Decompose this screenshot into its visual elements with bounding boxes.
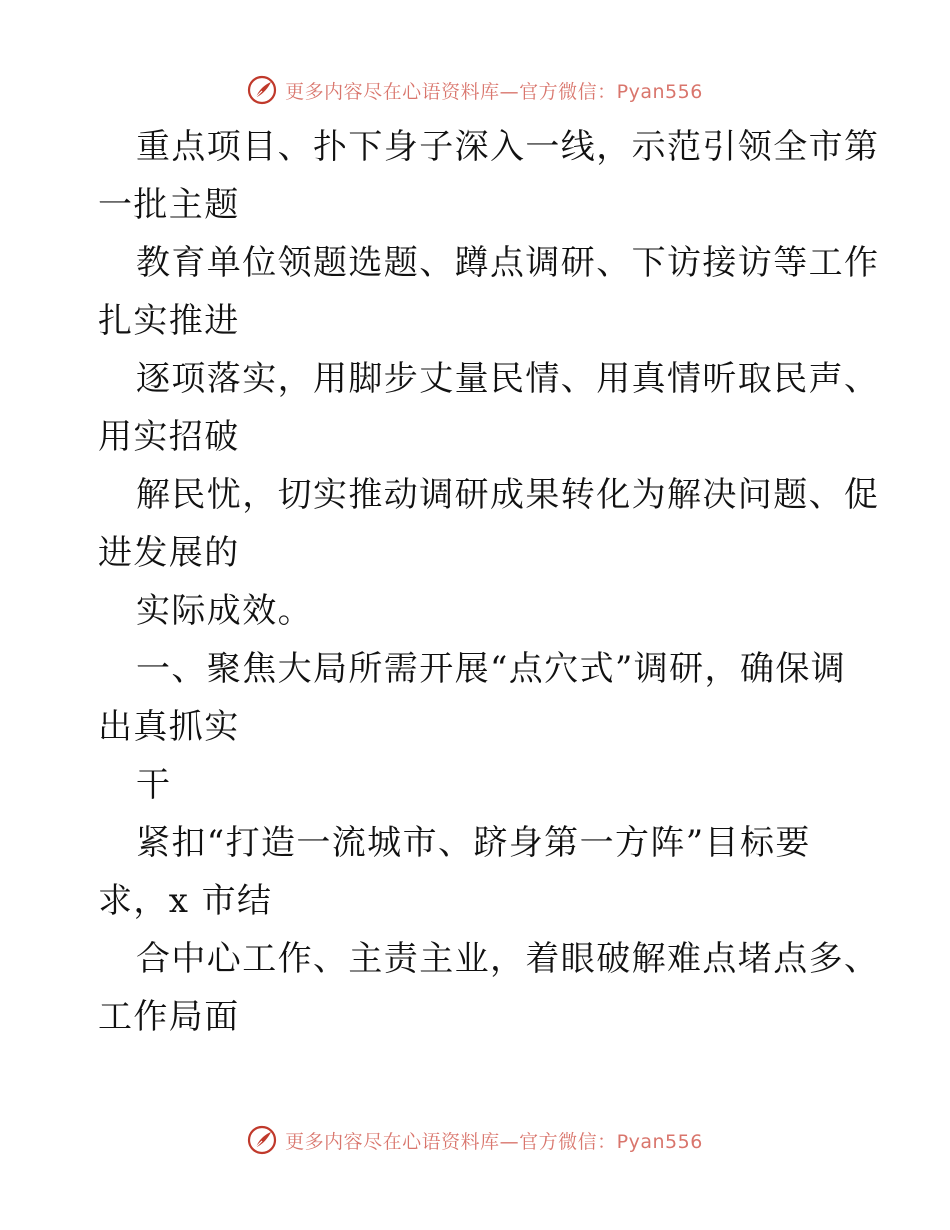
text-line: 工作局面 bbox=[98, 997, 240, 1037]
footer-watermark bbox=[0, 1120, 950, 1160]
text-line: 紧扣“打造一流城市、跻身第一方阵”目标要 bbox=[136, 823, 811, 863]
text-line: 教育单位领题选题、蹲点调研、下访接访等工作 bbox=[136, 243, 880, 283]
text-line: 一批主题 bbox=[98, 185, 240, 225]
text-line: 实际成效。 bbox=[136, 591, 313, 631]
text-line: 逐项落实，用脚步丈量民情、用真情听取民声、 bbox=[136, 359, 880, 399]
text-line: 重点项目、扑下身子深入一线，示范引领全市第 bbox=[136, 127, 880, 167]
text-line: 出真抓实 bbox=[98, 707, 240, 747]
feather-pen-circle-icon bbox=[247, 75, 277, 105]
header-watermark bbox=[0, 70, 950, 110]
text-line: 求，x 市结 bbox=[98, 881, 273, 921]
text-line: 扎实推进 bbox=[98, 301, 240, 341]
watermark-text: 更多内容尽在心语资料库—官方微信：Pyan556 bbox=[285, 80, 703, 103]
feather-pen-circle-icon bbox=[247, 1125, 277, 1155]
text-line: 干 bbox=[136, 765, 172, 805]
text-line: 一、聚焦大局所需开展“点穴式”调研，确保调 bbox=[136, 649, 847, 689]
document-body bbox=[98, 118, 880, 1046]
text-line: 用实招破 bbox=[98, 417, 240, 457]
text-line: 解民忧，切实推动调研成果转化为解决问题、促 bbox=[136, 475, 880, 515]
text-line: 合中心工作、主责主业，着眼破解难点堵点多、 bbox=[136, 939, 880, 979]
text-line: 进发展的 bbox=[98, 533, 240, 573]
watermark-text: 更多内容尽在心语资料库—官方微信：Pyan556 bbox=[285, 1130, 703, 1153]
